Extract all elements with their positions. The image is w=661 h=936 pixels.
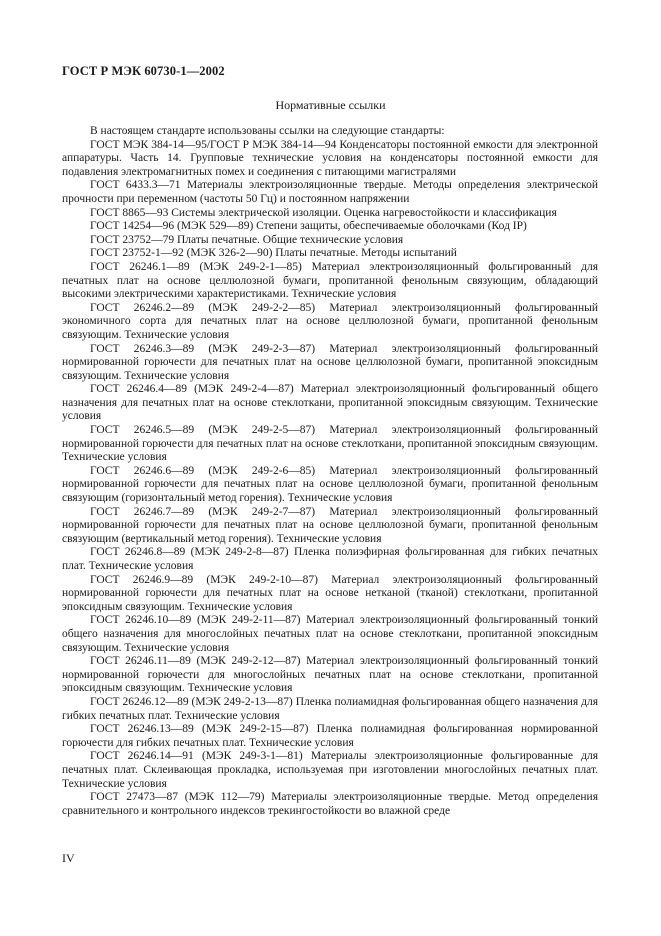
standard-designation: ГОСТ Р МЭК 60730-1—2002 [62, 64, 225, 78]
reference-item: ГОСТ 26246.1—89 (МЭК 249-2-1—85) Материал электроизоляционный фольгированный для печатных плат на основе целлюлозной бумаги, пропитанной фенольным связующим, обладающий высокими электрическими характеристиками. Технические условия [62, 260, 598, 301]
reference-item: ГОСТ 23752-1—92 (МЭК 326-2—90) Платы печатные. Методы испытаний [90, 247, 457, 260]
intro-paragraph: В настоящем стандарте использованы ссылки на следующие стандарты: [90, 125, 445, 137]
reference-item: ГОСТ 26246.6—89 (МЭК 249-2-6—85) Материал электроизоляционный фольгированный нормированной горючести для печатных плат на основе целлюлозной бумаги, пропитанной фенольным связующим (горизонтальный метод горения). Технические условия [62, 464, 598, 505]
reference-item: ГОСТ 8865—93 Системы электрической изоляции. Оценка нагревостойкости и классификация [90, 206, 557, 219]
reference-item: ГОСТ 14254—96 (МЭК 529—89) Степени защиты, обеспечиваемые оболочками (Код IP) [90, 220, 527, 233]
reference-item: ГОСТ 26246.7—89 (МЭК 249-2-7—87) Материал электроизоляционный фольгированный нормированной горючести для печатных плат на основе целлюлозной бумаги, пропитанной фенольным связующим (вертикальный метод горения). Технические условия [62, 505, 598, 545]
reference-item: ГОСТ 26246.10—89 (МЭК 249-2-11—87) Материал электроизоляционный фольгированный тонкий общего назначения для многослойных печатных плат на основе стеклоткани, пропитанной эпоксидным связующим. Технические условия [62, 614, 598, 654]
reference-item: ГОСТ 26246.4—89 (МЭК 249-2-4—87) Материал электроизоляционный фольгированный общего назначения для печатных плат на основе стеклоткани, пропитанной эпоксидным связующим. Технические условия [62, 383, 598, 423]
reference-item: ГОСТ 26246.11—89 (МЭК 249-2-12—87) Материал электроизоляционный фольгированный тонкий нормированной горючести для многослойных печатных плат на основе стеклоткани, пропитанной эпоксидным связующим. Технические условия [62, 655, 598, 695]
reference-item: ГОСТ 26246.12—89 (МЭК 249-2-13—87) Пленка полиамидная фольгированная общего назначения для гибких печатных плат. Технические условия [62, 695, 598, 722]
reference-item: ГОСТ 23752—79 Платы печатные. Общие технические условия [90, 233, 404, 246]
references-body [62, 125, 598, 818]
page-number: IV [62, 851, 75, 865]
reference-item: ГОСТ 26246.13—89 (МЭК 249-2-15—87) Пленка полиамидная фольгированная нормированной горючести для гибких печатных плат. Технические условия [62, 723, 598, 749]
reference-item: ГОСТ 26246.5—89 (МЭК 249-2-5—87) Материал электроизоляционный фольгированный нормированной горючести для печатных плат на основе стеклоткани, пропитанной эпоксидным связующим. Технические условия [62, 424, 598, 464]
reference-item: ГОСТ 26246.14—91 (МЭК 249-3-1—81) Материалы электроизоляционные фольгированные для печатных плат. Склеивающая прокладка, используемая при изготовлении многослойных печатных плат. Технические условия [62, 750, 598, 790]
reference-item: ГОСТ 26246.2—89 (МЭК 249-2-2—85) Материал электроизоляционный фольгированный экономичного сорта для печатных плат на основе целлюлозной бумаги, пропитанной фенольным связующим. Технические условия [62, 301, 598, 341]
section-title: Нормативные ссылки [275, 98, 386, 112]
reference-item: ГОСТ 26246.3—89 (МЭК 249-2-3—87) Материал электроизоляционный фольгированный нормированной горючести для печатных плат на основе целлюлозной бумаги, пропитанной эпоксидным связующим. Технические условия [62, 342, 598, 382]
reference-item: ГОСТ МЭК 384-14—95/ГОСТ Р МЭК 384-14—94 Конденсаторы постоянной емкости для электронной аппаратуры. Часть 14. Групповые технические условия на конденсаторы постоянной емкости для подавления электромагнитных помех и соединения с питающими магистралями [62, 138, 598, 178]
reference-item: ГОСТ 6433.3—71 Материалы электроизоляционные твердые. Методы определения электрической прочности при переменном (частоты 50 Гц) и постоянном напряжении [62, 179, 598, 205]
reference-item: ГОСТ 26246.8—89 (МЭК 249-2-8—87) Пленка полиэфирная фольгированная для гибких печатных плат. Технические условия [62, 546, 598, 572]
reference-item: ГОСТ 26246.9—89 (МЭК 249-2-10—87) Материал электроизоляционный фольгированный нормированной горючести для печатных плат на основе нетканой (тканой) стеклоткани, пропитанной эпоксидным связующим. Технические условия [62, 573, 598, 613]
reference-item: ГОСТ 27473—87 (МЭК 112—79) Материалы электроизоляционные твердые. Метод определения сравнительного и контрольного индексов трекингостойкости во влажной среде [62, 791, 598, 817]
